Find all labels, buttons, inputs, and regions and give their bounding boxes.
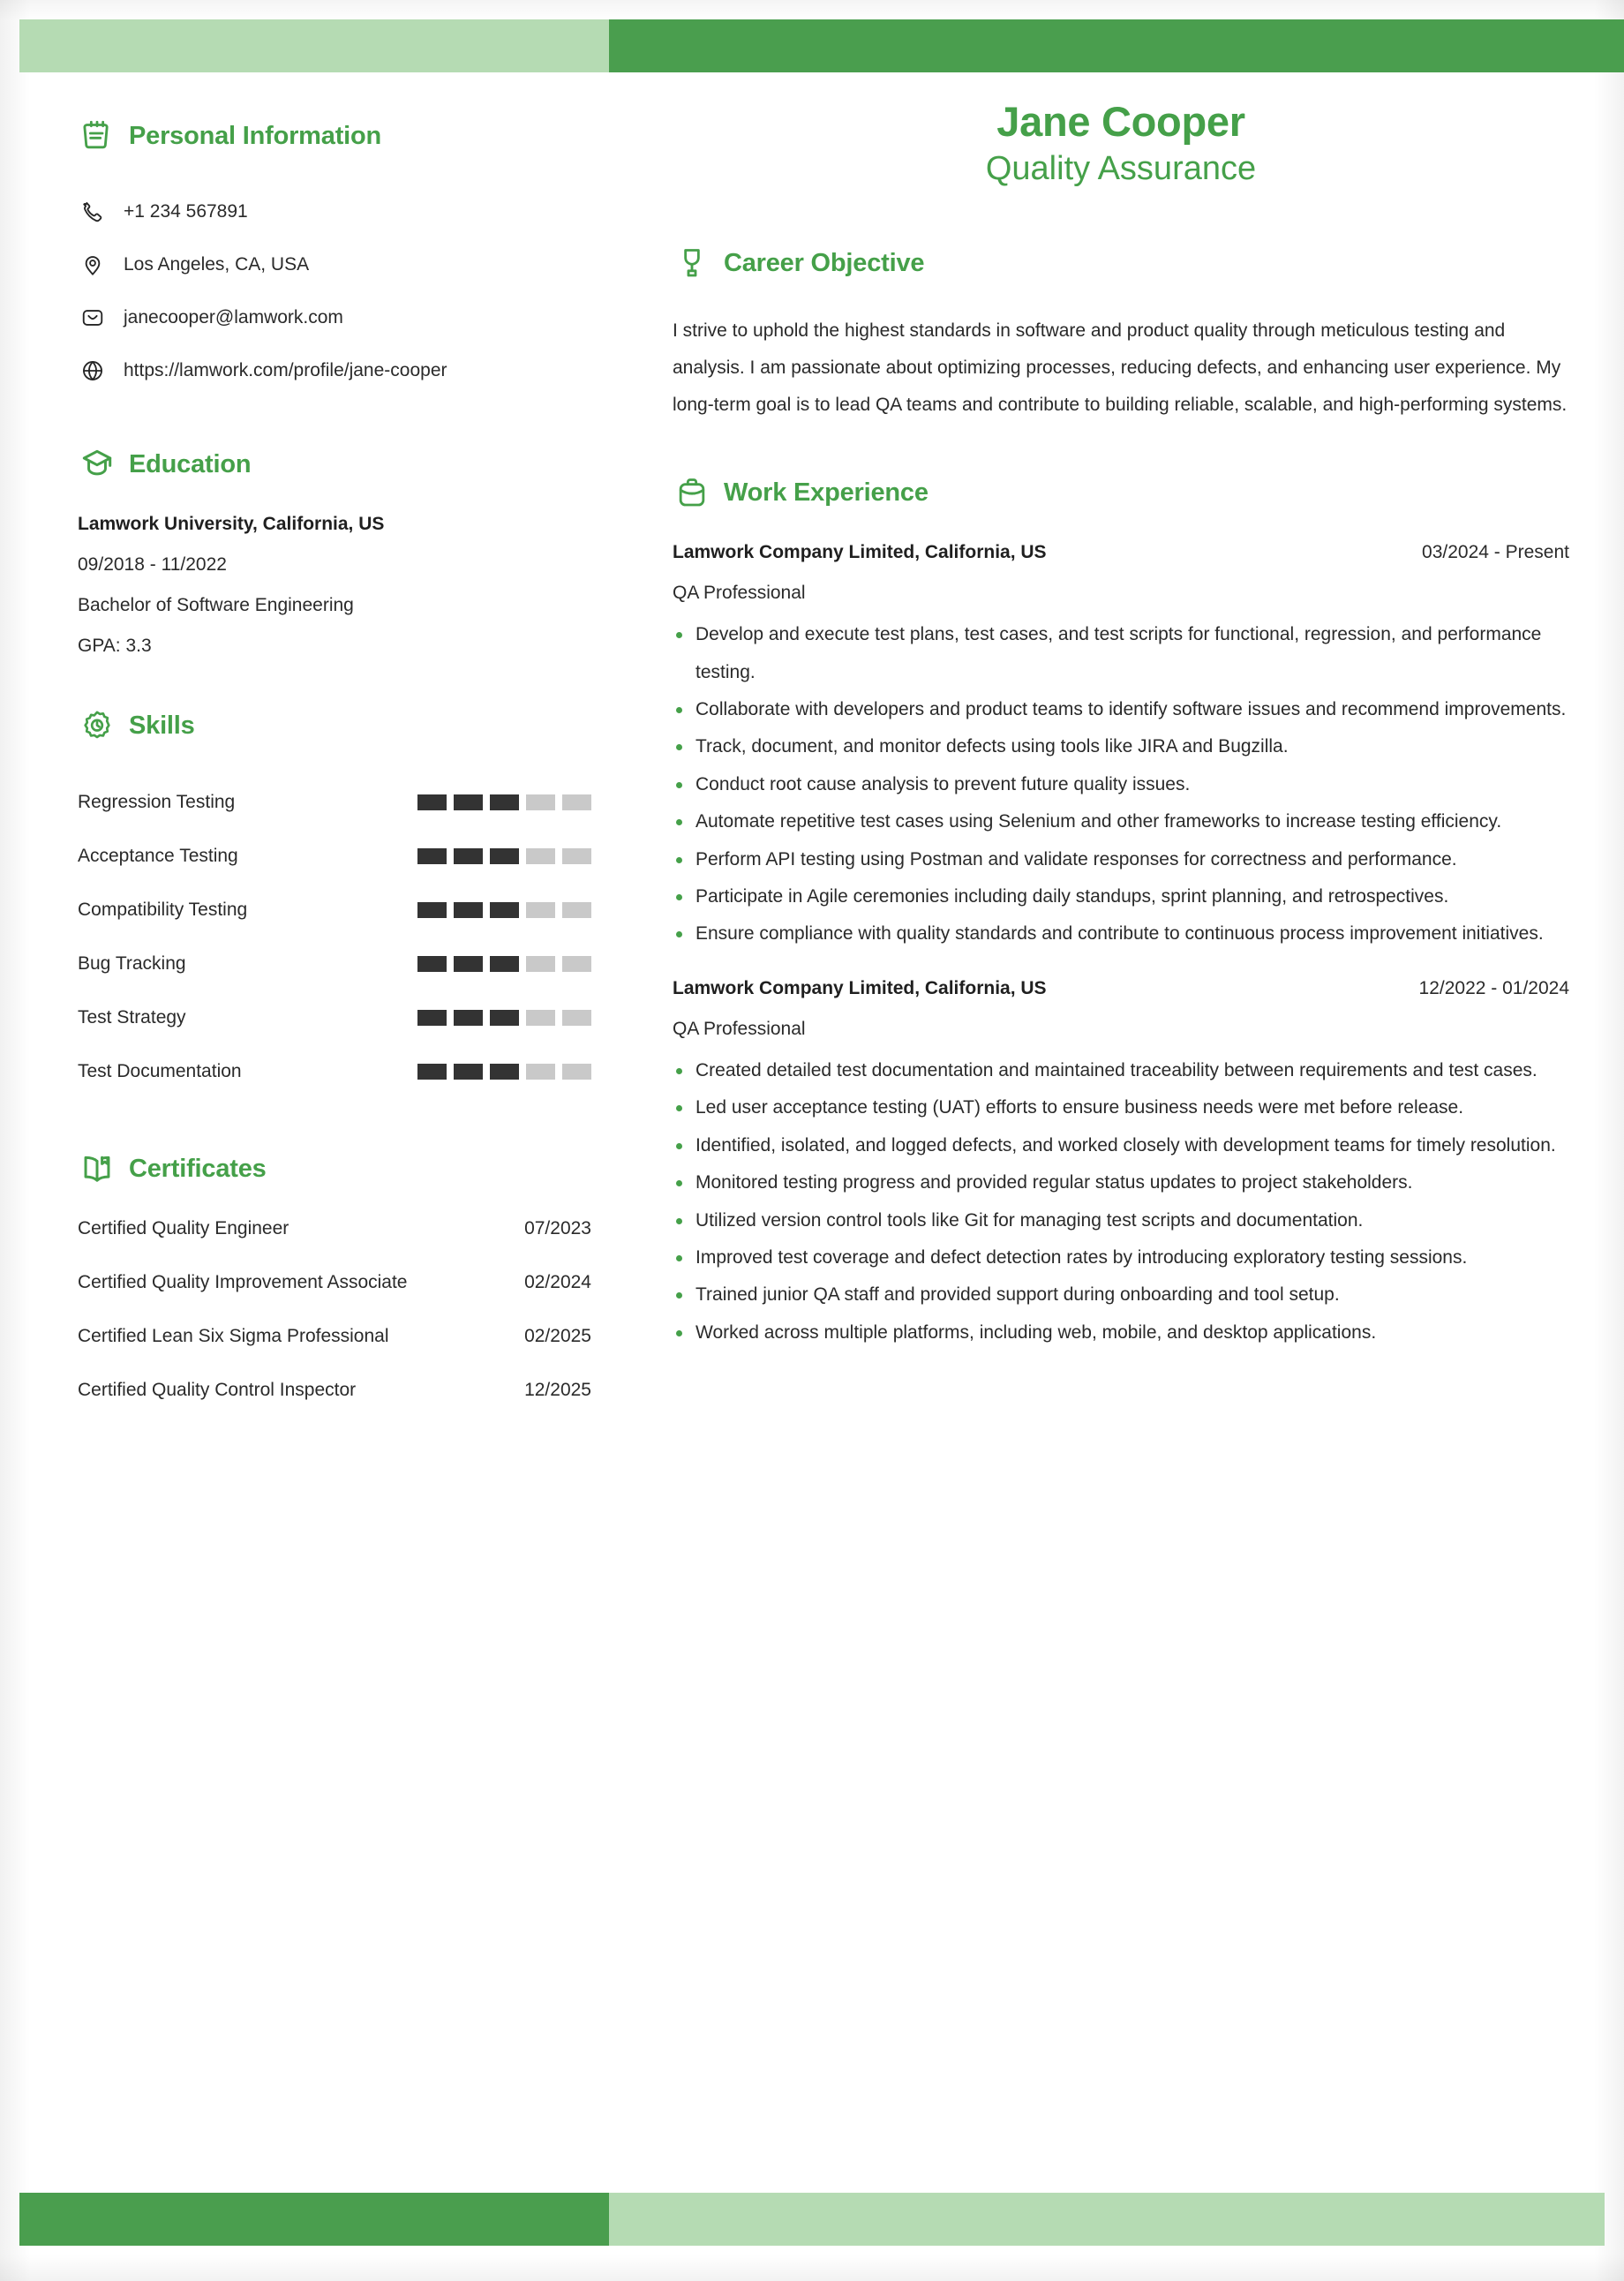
gear-icon	[78, 706, 117, 745]
job-role: QA Professional	[673, 1018, 806, 1039]
job-bullet: Identified, isolated, and logged defects, and worked closely with development teams for timely resolution.	[673, 1127, 1569, 1164]
job-dates: 03/2024 - Present	[1422, 542, 1569, 563]
certificate-row	[78, 1272, 591, 1326]
certificate-name: Certified Quality Improvement Associate	[78, 1272, 408, 1292]
top-banner-dark-segment	[609, 19, 1624, 72]
section-certificates-header	[78, 1149, 591, 1188]
job-bullet: Perform API testing using Postman and validate responses for correctness and performance.	[673, 841, 1569, 878]
job-bullet: Track, document, and monitor defects using tools like JIRA and Bugzilla.	[673, 728, 1569, 765]
job-entry	[673, 978, 1569, 1351]
career-objective-text: I strive to uphold the highest standards in software and product quality through meticulous testing and analysis. I am passionate about optimizing processes, reducing defects, and enhancing user experience. My long-term goal is to lead QA teams and contribute to building reliable, scalable, and high-performing systems.	[673, 320, 1568, 416]
contact-item-phone[interactable]	[78, 185, 591, 238]
briefcase-icon	[673, 473, 711, 512]
job-bullet: Develop and execute test plans, test cases, and test scripts for functional, regression, and performance testing.	[673, 616, 1569, 691]
skill-segment-filled	[417, 1010, 447, 1026]
job-bullet: Participate in Agile ceremonies including daily standups, sprint planning, and retrospectives.	[673, 878, 1569, 915]
notepad-icon	[78, 117, 117, 155]
skill-segment-empty	[562, 956, 591, 972]
contact-item-website[interactable]	[78, 344, 591, 397]
section-personal-information-header	[78, 117, 591, 155]
globe-icon	[78, 356, 108, 386]
skill-segment-empty	[526, 848, 555, 864]
skill-segment-empty	[562, 1010, 591, 1026]
job-dates: 12/2022 - 01/2024	[1418, 977, 1569, 998]
skill-segment-empty	[526, 1064, 555, 1080]
job-bullet: Improved test coverage and defect detection rates by introducing exploratory testing sessions.	[673, 1239, 1569, 1276]
section-work-experience-header	[673, 473, 1569, 512]
skill-meter	[417, 1010, 591, 1026]
skill-segment-empty	[526, 794, 555, 810]
contact-item-email[interactable]	[78, 291, 591, 344]
skill-segment-empty	[562, 794, 591, 810]
skill-name: Test Strategy	[78, 1006, 186, 1028]
education-school: Lamwork University, California, US	[78, 514, 385, 534]
skill-segment-filled	[490, 1064, 519, 1080]
job-bullet: Utilized version control tools like Git for managing test scripts and documentation.	[673, 1202, 1569, 1239]
name-header	[673, 99, 1569, 189]
contact-list	[78, 185, 591, 397]
resume-body	[0, 99, 1624, 1434]
skill-segment-empty	[562, 902, 591, 918]
certificate-name: Certified Lean Six Sigma Professional	[78, 1326, 389, 1346]
job-bullet: Collaborate with developers and product teams to identify software issues and recommend improvements.	[673, 691, 1569, 728]
job-company: Lamwork Company Limited, California, US	[673, 977, 1047, 998]
skill-row	[78, 937, 591, 990]
job-bullet: Trained junior QA staff and provided support during onboarding and tool setup.	[673, 1276, 1569, 1314]
education-entry	[78, 514, 591, 657]
skill-meter	[417, 1064, 591, 1080]
job-bullet: Led user acceptance testing (UAT) efforts to ensure business needs were met before release.	[673, 1089, 1569, 1126]
education-dates: 09/2018 - 11/2022	[78, 554, 227, 575]
phone-icon	[78, 197, 108, 227]
certificate-name: Certified Quality Control Inspector	[78, 1380, 357, 1400]
trophy-icon	[673, 244, 711, 282]
skill-name: Acceptance Testing	[78, 845, 238, 866]
contact-value: janecooper@lamwork.com	[124, 307, 343, 328]
job-bullet: Worked across multiple platforms, including web, mobile, and desktop applications.	[673, 1314, 1569, 1351]
candidate-name: Jane Cooper	[996, 98, 1245, 145]
skill-segment-filled	[490, 902, 519, 918]
job-bullet: Conduct root cause analysis to prevent future quality issues.	[673, 766, 1569, 803]
skill-meter	[417, 902, 591, 918]
skill-segment-filled	[417, 848, 447, 864]
skill-name: Bug Tracking	[78, 952, 186, 974]
bottom-banner-light-segment	[609, 2193, 1605, 2246]
page-top-shadow	[0, 0, 1624, 21]
skill-meter	[417, 794, 591, 810]
skill-name: Test Documentation	[78, 1060, 242, 1081]
skill-meter	[417, 848, 591, 864]
skill-segment-filled	[454, 956, 483, 972]
skill-segment-filled	[454, 848, 483, 864]
skill-segment-filled	[417, 902, 447, 918]
section-career-objective-header	[673, 244, 1569, 282]
certificate-date: 02/2024	[524, 1272, 591, 1292]
section-title: Career Objective	[724, 248, 925, 277]
job-bullet: Ensure compliance with quality standards and contribute to continuous process improvement initiatives.	[673, 915, 1569, 952]
open-book-icon	[78, 1149, 117, 1188]
sidebar-column	[0, 99, 618, 1434]
job-company: Lamwork Company Limited, California, US	[673, 542, 1047, 563]
envelope-icon	[78, 303, 108, 333]
skill-segment-filled	[454, 1064, 483, 1080]
page-bottom-shadow	[0, 2255, 1624, 2281]
skill-segment-empty	[526, 902, 555, 918]
work-experience-list	[673, 542, 1569, 1351]
education-degree: Bachelor of Software Engineering	[78, 595, 354, 615]
skill-name: Regression Testing	[78, 791, 236, 812]
skill-segment-filled	[417, 1064, 447, 1080]
skill-row	[78, 1044, 591, 1098]
job-bullets	[673, 1052, 1569, 1351]
job-header	[673, 542, 1569, 563]
contact-item-location[interactable]	[78, 238, 591, 291]
job-role: QA Professional	[673, 583, 806, 604]
skill-segment-filled	[417, 956, 447, 972]
location-pin-icon	[78, 250, 108, 280]
certificate-name: Certified Quality Engineer	[78, 1218, 289, 1238]
skill-segment-filled	[454, 794, 483, 810]
contact-value: +1 234 567891	[124, 201, 248, 222]
certificate-date: 07/2023	[524, 1218, 591, 1238]
skill-row	[78, 883, 591, 937]
top-banner-light-segment	[19, 19, 609, 72]
skill-segment-empty	[526, 956, 555, 972]
skill-name: Compatibility Testing	[78, 899, 248, 920]
skill-segment-empty	[526, 1010, 555, 1026]
certificate-row	[78, 1326, 591, 1380]
skill-segment-filled	[454, 1010, 483, 1026]
skill-segment-filled	[417, 794, 447, 810]
candidate-title: Quality Assurance	[985, 149, 1257, 187]
skill-row	[78, 775, 591, 829]
certificate-date: 02/2025	[524, 1326, 591, 1346]
certificate-row	[78, 1218, 591, 1272]
top-banner	[19, 19, 1624, 72]
skill-segment-empty	[562, 1064, 591, 1080]
section-title: Work Experience	[724, 478, 929, 507]
skill-segment-filled	[490, 794, 519, 810]
job-bullets	[673, 616, 1569, 953]
section-skills-header	[78, 706, 591, 745]
skill-row	[78, 829, 591, 883]
certificates-list	[78, 1218, 591, 1434]
skill-segment-filled	[490, 956, 519, 972]
section-title: Personal Information	[129, 121, 382, 150]
section-title: Education	[129, 449, 252, 478]
bottom-banner	[19, 2193, 1605, 2246]
skills-list	[78, 775, 591, 1098]
job-bullet: Automate repetitive test cases using Selenium and other frameworks to increase testing efficiency.	[673, 803, 1569, 840]
skill-segment-filled	[490, 1010, 519, 1026]
skill-meter	[417, 956, 591, 972]
main-column	[618, 99, 1624, 1351]
contact-value: Los Angeles, CA, USA	[124, 254, 310, 275]
section-education-header	[78, 445, 591, 484]
job-bullet: Monitored testing progress and provided regular status updates to project stakeholders.	[673, 1164, 1569, 1201]
certificate-row	[78, 1380, 591, 1434]
graduation-cap-icon	[78, 445, 117, 484]
job-bullet: Created detailed test documentation and maintained traceability between requirements and test cases.	[673, 1052, 1569, 1089]
bottom-banner-dark-segment	[19, 2193, 609, 2246]
skill-segment-filled	[490, 848, 519, 864]
section-title: Skills	[129, 711, 195, 740]
education-gpa: GPA: 3.3	[78, 636, 152, 656]
skill-row	[78, 990, 591, 1044]
skill-segment-empty	[562, 848, 591, 864]
skill-segment-filled	[454, 902, 483, 918]
job-entry	[673, 542, 1569, 953]
contact-value: https://lamwork.com/profile/jane-cooper	[124, 360, 447, 381]
section-title: Certificates	[129, 1154, 267, 1183]
job-header	[673, 978, 1569, 999]
certificate-date: 12/2025	[524, 1380, 591, 1400]
